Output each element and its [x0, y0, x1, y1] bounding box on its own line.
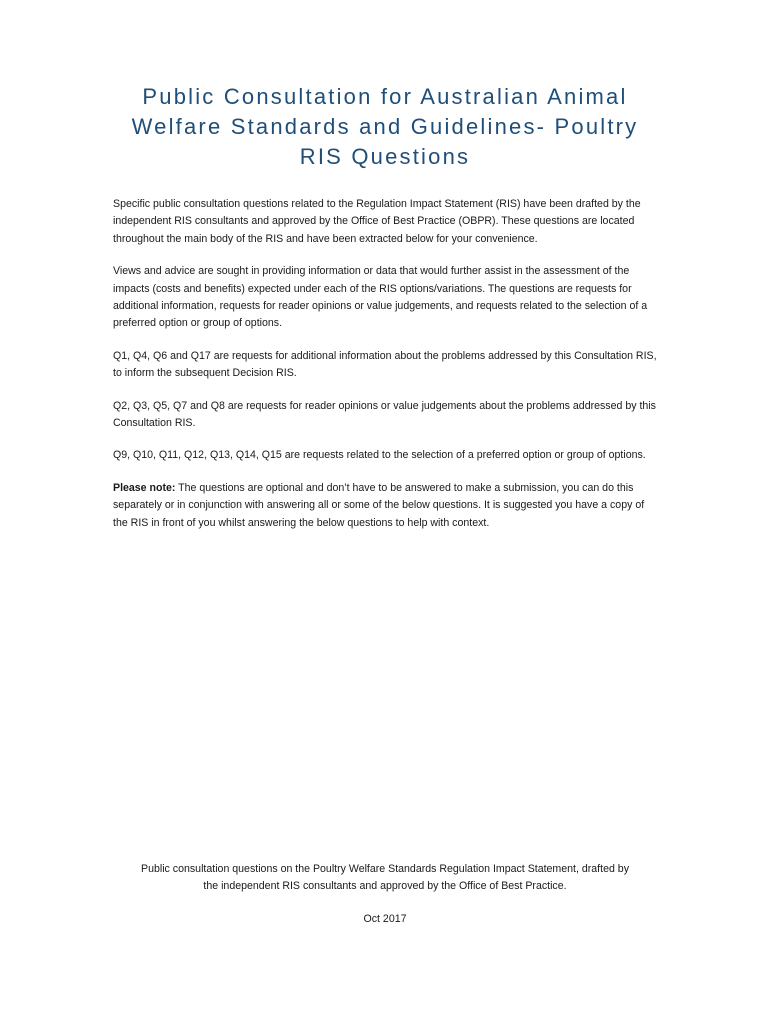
intro-paragraph: Specific public consultation questions related to the Regulation Impact Statement (RIS) have been drafted by the independent RIS consultants and approved by the Office of Best Practice (OBPR). These questions are located throughout the main body of the RIS and have been extracted below for your convenience. [113, 198, 641, 245]
preferred-option-paragraph: Q9, Q10, Q11, Q12, Q13, Q14, Q15 are requests related to the selection of a preferred option or group of options. [113, 449, 646, 462]
note-text: The questions are optional and don’t have to be answered to make a submission, you can do this separately or in conjunction with answering all or some of the below questions. It is suggested you have a copy of the RIS in front of you whilst answering the below questions to help with context. [113, 481, 645, 529]
additional-info-paragraph: Q1, Q4, Q6 and Q17 are requests for additional information about the problems addressed by this Consultation RIS, to inform the subsequent Decision RIS. [113, 349, 657, 380]
note-paragraph [113, 480, 658, 532]
opinions-paragraph: Q2, Q3, Q5, Q7 and Q8 are requests for reader opinions or value judgements about the problems addressed by this Consultation RIS. [113, 399, 656, 430]
document-title [80, 82, 690, 172]
footer-line-2: the independent RIS consultants and approved by the Office of Best Practice. [203, 880, 567, 893]
footer-date: Oct 2017 [363, 913, 407, 925]
note-label: Please note: [113, 481, 176, 494]
document-body [113, 196, 658, 547]
footer-line-1: Public consultation questions on the Poultry Welfare Standards Regulation Impact Statement, drafted by [141, 863, 629, 875]
views-paragraph: Views and advice are sought in providing information or data that would further assist in the assessment of the impacts (costs and benefits) expected under each of the RIS options/variations. The questions are requests for additional information, requests for reader opinions or value judgements, and requests related to the selection of a preferred option or group of options. [113, 265, 648, 330]
document-footer [100, 861, 670, 896]
title-line-3: RIS Questions [299, 144, 471, 169]
title-line-2: Welfare Standards and Guidelines- Poultry [131, 114, 639, 139]
title-line-1: Public Consultation for Australian Animal [142, 84, 628, 109]
